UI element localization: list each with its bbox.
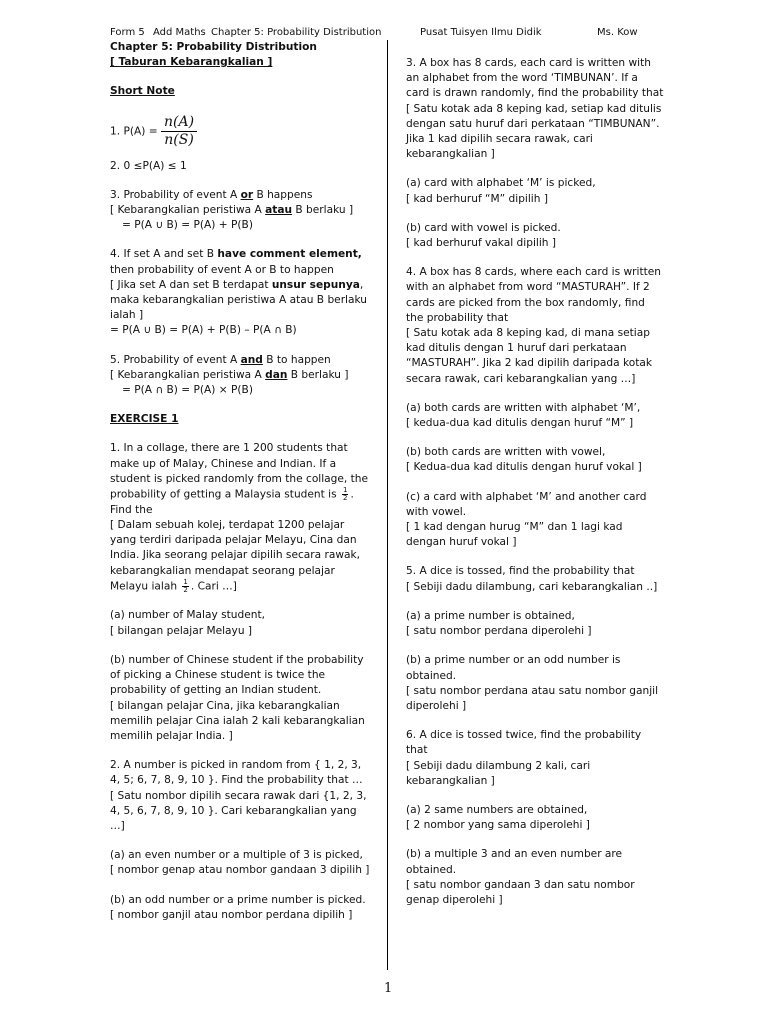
question-2b-malay: [ nombor ganjil atau nombor perdana dipilih ]: [110, 908, 353, 921]
question-6b-malay: [ satu nombor gandaan 3 dan satu nombor genap diperolehi ]: [406, 878, 635, 906]
note-5-dan: dan: [265, 368, 288, 381]
question-6-malay: [ Sebiji dadu dilambung 2 kali, cari kebarangkalian ]: [406, 759, 591, 787]
short-note-heading: Short Note: [110, 85, 175, 98]
note-5-malay: [110, 368, 372, 383]
question-1-text: 1. In a collage, there are 1 200 students that make up of Malay, Chinese and Indian. If a student is picked randomly from the collage, the probability of getting a Malaysia student is: [110, 442, 369, 501]
note-4-text-end: then probability of event A or B to happen: [110, 263, 334, 276]
fraction-numerator: n(A): [161, 114, 197, 132]
note-3-or: or: [240, 188, 254, 201]
question-4a-malay: [ kedua-dua kad ditulis dengan huruf “M” ]: [406, 417, 634, 430]
note-3: [110, 188, 372, 203]
note-1-prefix: 1. P(A) =: [110, 125, 158, 138]
note-5-malay-end: B berlaku ]: [287, 368, 349, 381]
question-1-malay-end: . Cari …]: [190, 580, 237, 593]
question-3a-malay: [ kad berhuruf “M” dipilih ]: [406, 192, 548, 205]
question-3a: (a) card with alphabet ‘M’ is picked,: [406, 177, 596, 190]
probability-fraction: [161, 114, 197, 149]
question-1a: (a) number of Malay student,: [110, 609, 265, 622]
question-5a-malay: [ satu nombor perdana diperolehi ]: [406, 625, 592, 638]
question-2b: (b) an odd number or a prime number is picked.: [110, 893, 366, 906]
note-1: [110, 114, 372, 149]
question-6a: (a) 2 same numbers are obtained,: [406, 803, 588, 816]
note-4: [110, 247, 372, 277]
question-1-malay-text: [ Dalam sebuah kolej, terdapat 1200 pelajar yang terdiri daripada pelajar Melayu, Cina dan India. Jika seorang pelajar dipilih secara rawak, kebarangkalian mendapat seorang pelajar Melayu ialah: [110, 518, 360, 593]
question-5: 5. A dice is tossed, find the probability that: [406, 565, 635, 578]
header-form: Form 5: [110, 27, 145, 38]
question-4: 4. A box has 8 cards, where each card is written with an alphabet from word “MASTURAH”. If 2 cards are picked from the box randomly, find the probability that: [406, 266, 661, 324]
question-6: 6. A dice is tossed twice, find the probability that: [406, 729, 642, 757]
question-6b: (b) a multiple 3 and an even number are obtained.: [406, 848, 623, 876]
question-3-malay: [ Satu kotak ada 8 keping kad, setiap kad ditulis dengan satu huruf dari perkataan “TIMBUNAN”. Jika 1 kad dipilih secara rawak, cari kebarangkalian ]: [406, 102, 662, 161]
question-1: [110, 441, 372, 518]
question-4b: (b) both cards are written with vowel,: [406, 446, 606, 459]
note-3-malay-text: [ Kebarangkalian peristiwa A: [110, 204, 266, 217]
question-1b: (b) number of Chinese student if the probability of picking a Chinese student is twice the probability of getting an Indian student.: [110, 653, 364, 697]
half-numerator: 1: [343, 486, 348, 495]
page-number: 1: [384, 981, 393, 996]
note-3-text: 3. Probability of event A: [110, 188, 241, 201]
right-column: [406, 56, 664, 922]
fraction-denominator: n(S): [164, 131, 194, 148]
exercise-heading: EXERCISE 1: [110, 413, 179, 426]
chapter-title-malay: [ Taburan Kebarangkalian ]: [110, 56, 273, 69]
question-5b: (b) a prime number or an odd number is obtained.: [406, 654, 621, 682]
note-4-text: 4. If set A and set B: [110, 248, 218, 261]
note-5: [110, 353, 372, 368]
half-fraction: [182, 579, 188, 594]
question-5-malay: [ Sebiji dadu dilambung, cari kebarangkalian ..]: [406, 580, 658, 593]
question-3b-malay: [ kad berhuruf vakal dipilih ]: [406, 237, 556, 250]
half-denominator: 2: [343, 494, 348, 503]
note-2: 2. 0 ≤P(A) ≤ 1: [110, 159, 187, 172]
note-4-bold: have comment element,: [217, 248, 362, 261]
header-chapter: Chapter 5: Probability Distribution: [211, 27, 382, 38]
question-6a-malay: [ 2 nombor yang sama diperolehi ]: [406, 819, 590, 832]
note-3-malay: [110, 203, 372, 218]
note-4-formula: = P(A ∪ B) = P(A) + P(B) – P(A ∩ B): [110, 324, 297, 337]
question-4c: (c) a card with alphabet ‘M’ and another card with vowel.: [406, 490, 647, 518]
question-1a-malay: [ bilangan pelajar Melayu ]: [110, 624, 253, 637]
chapter-title: Chapter 5: Probability Distribution: [110, 41, 317, 53]
left-column: [110, 40, 372, 937]
note-4-malay-text: [ Jika set A dan set B terdapat: [110, 278, 272, 291]
question-4b-malay: [ Kedua-dua kad ditulis dengan huruf vokal ]: [406, 461, 642, 474]
note-3-malay-end: B berlaku ]: [292, 204, 354, 217]
half-fraction: [342, 487, 348, 502]
column-divider: [387, 40, 388, 970]
question-1-text-end: . Find the: [110, 488, 354, 516]
question-2a: (a) an even number or a multiple of 3 is picked,: [110, 849, 363, 862]
question-4-malay: [ Satu kotak ada 8 keping kad, di mana setiap kad ditulis dengan 1 huruf dari perkataan “MASTURAH”. Jika 2 kad dipilih daripada kotak secara rawak, cari kebarangkalian yang …]: [406, 327, 653, 385]
note-3-text-end: B happens: [253, 188, 313, 201]
note-4-malay-bold: unsur sepunya: [271, 278, 360, 291]
note-4-malay: [110, 278, 372, 324]
question-3: 3. A box has 8 cards, each card is written with an alphabet from the word ‘TIMBUNAN’. If a card is drawn randomly, find the probability that: [406, 57, 664, 100]
note-5-and: and: [240, 353, 263, 366]
question-5b-malay: [ satu nombor perdana atau satu nombor ganjil diperolehi ]: [406, 684, 659, 712]
question-2a-malay: [ nombor genap atau nombor gandaan 3 dipilih ]: [110, 864, 370, 877]
question-2-malay: [ Satu nombor dipilih secara rawak dari {1, 2, 3, 4, 5, 6, 7, 8, 9, 10 }. Cari kebarangkalian yang …]: [110, 789, 367, 832]
half-denominator: 2: [183, 585, 188, 594]
header-teacher: Ms. Kow: [597, 27, 638, 38]
note-5-text-end: B to happen: [262, 353, 331, 366]
note-5-malay-text: [ Kebarangkalian peristiwa A: [110, 368, 266, 381]
note-5-formula: = P(A ∩ B) = P(A) × P(B): [122, 384, 253, 397]
note-3-formula: = P(A ∪ B) = P(A) + P(B): [122, 219, 253, 232]
header-centre: Pusat Tuisyen Ilmu Didik: [420, 27, 542, 38]
question-2: 2. A number is picked in random from { 1, 2, 3, 4, 5; 6, 7, 8, 9, 10 }. Find the probability that …: [110, 759, 363, 787]
question-4c-malay: [ 1 kad dengan hurug “M” dan 1 lagi kad dengan huruf vokal ]: [406, 521, 623, 549]
note-4-malay-end: , maka kebarangkalian peristiwa A atau B berlaku ialah ]: [110, 278, 368, 322]
header-subject: Add Maths: [153, 27, 206, 38]
question-3b: (b) card with vowel is picked.: [406, 221, 561, 234]
note-5-text: 5. Probability of event A: [110, 353, 241, 366]
question-1-malay: [110, 518, 372, 595]
question-5a: (a) a prime number is obtained,: [406, 609, 575, 622]
half-numerator: 1: [183, 577, 188, 586]
note-3-atau: atau: [265, 204, 293, 217]
question-4a: (a) both cards are written with alphabet ‘M’,: [406, 401, 641, 414]
question-1b-malay: [ bilangan pelajar Cina, jika kebarangkalian memilih pelajar Cina ialah 2 kali kebarangkalian memilih pelajar India. ]: [110, 699, 365, 742]
